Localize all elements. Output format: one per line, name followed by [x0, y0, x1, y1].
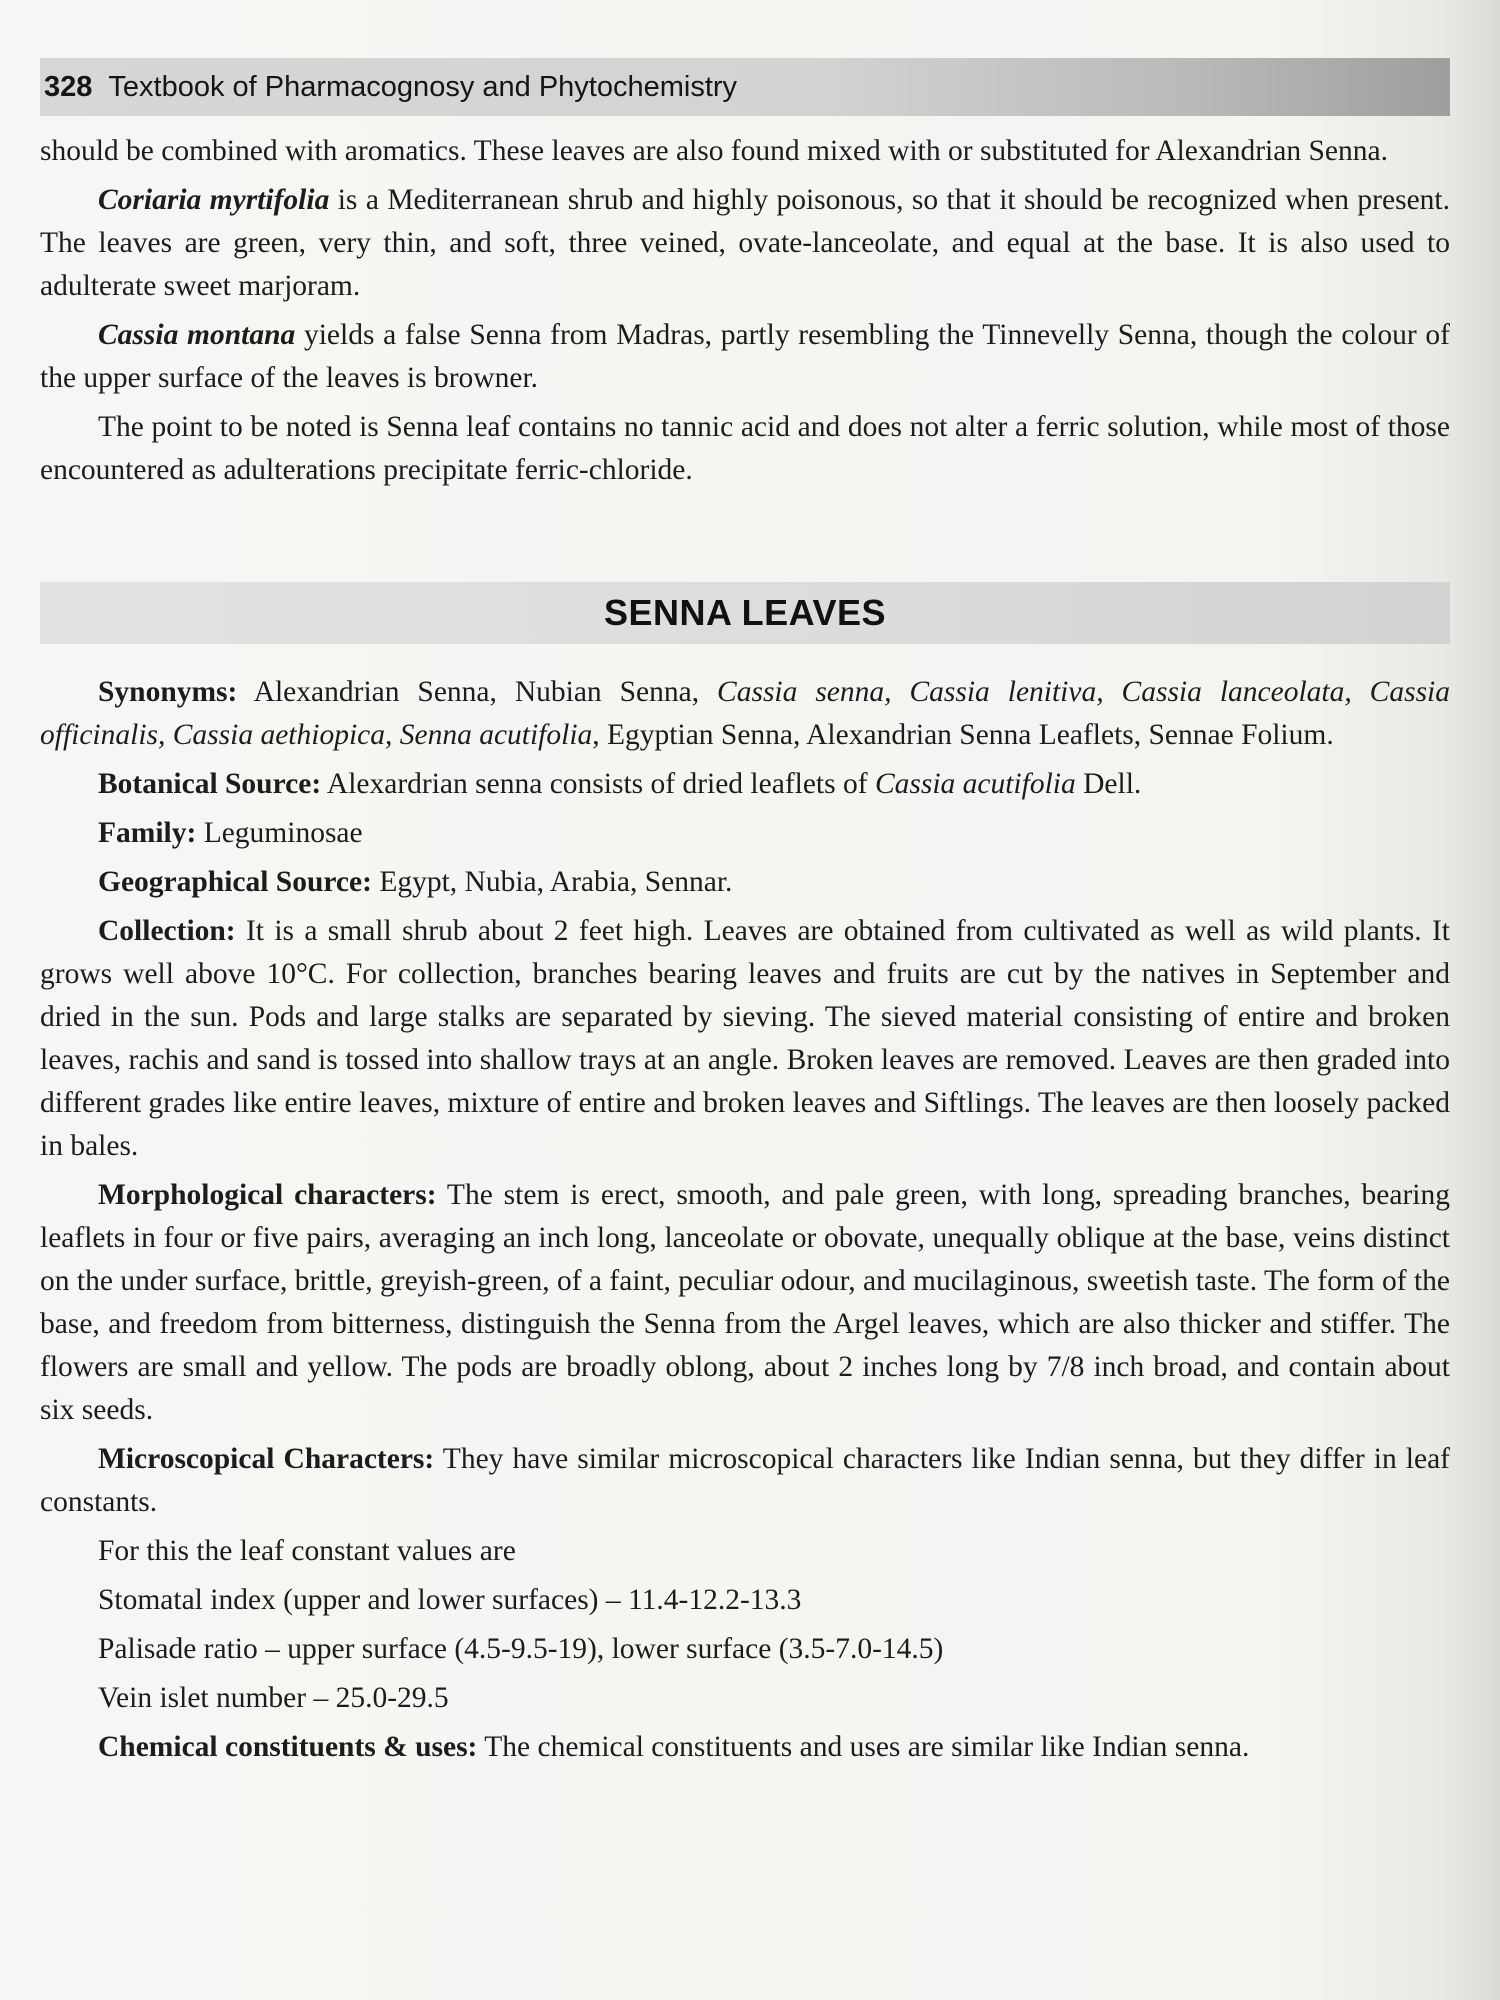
- palisade-ratio-line: Palisade ratio – upper surface (4.5-9.5-19), lower surface (3.5-7.0-14.5): [98, 1633, 944, 1665]
- family-paragraph: [40, 812, 1450, 855]
- synonyms-italic: Cassia senna, Cassia lenitiva, Cassia lanceolata, Cassia officinalis, Cassia aethiopica, Senna acutifolia: [40, 676, 1450, 751]
- intro-paragraph-2-text: is a Mediterranean shrub and highly poisonous, so that it should be recognized when present. The leaves are green, very thin, and soft, three veined, ovate-lanceolate, and equal at the base. It is also used to adulterate sweet marjoram.: [40, 184, 1450, 302]
- intro-paragraph-3: [40, 314, 1450, 400]
- page-number: 328: [44, 70, 93, 103]
- intro-paragraph-2: [40, 179, 1450, 308]
- family-text: Leguminosae: [196, 817, 363, 849]
- morphological-text: The stem is erect, smooth, and pale green, with long, spreading branches, bearing leaflets in four or five pairs, averaging an inch long, lanceolate or obovate, unequally oblique at the base, veins distinct on the under surface, brittle, greyish-green, of a faint, peculiar odour, and mucilaginous, sweetish taste. The form of the base, and freedom from bitterness, distinguish the Senna from the Argel leaves, which are also thicker and stiffer. The flowers are small and yellow. The pods are broadly oblong, about 2 inches long by 7/8 inch broad, and contain about six seeds.: [40, 1179, 1450, 1426]
- collection-text: It is a small shrub about 2 feet high. Leaves are obtained from cultivated as well as wild plants. It grows well above 10°C. For collection, branches bearing leaves and fruits are cut by the natives in September and dried in the sun. Pods and large stalks are separated by sieving. The sieved material consisting of entire and broken leaves, rachis and sand is tossed into shallow trays at an angle. Broken leaves are removed. Leaves are then graded into different grades like entire leaves, mixture of entire and broken leaves and Siftlings. The leaves are then loosely packed in bales.: [40, 915, 1450, 1162]
- family-label: Family:: [98, 817, 197, 849]
- geographical-paragraph: [40, 861, 1450, 904]
- intro-paragraph-1: should be combined with aromatics. These leaves are also found mixed with or substituted for Alexandrian Senna.: [40, 135, 1388, 167]
- botanical-text-2: Dell.: [1075, 768, 1142, 800]
- microscopical-label: Microscopical Characters:: [98, 1443, 435, 1475]
- chemical-label: Chemical constituents & uses:: [98, 1731, 478, 1763]
- vein-islet-line: Vein islet number – 25.0-29.5: [98, 1682, 449, 1714]
- botanical-paragraph: [40, 763, 1450, 806]
- book-title: Textbook of Pharmacognosy and Phytochemistry: [108, 70, 738, 103]
- collection-paragraph: [40, 910, 1450, 1168]
- term-coriaria: Coriaria myrtifolia: [98, 184, 330, 216]
- running-header: [40, 58, 1450, 116]
- morphological-label: Morphological characters:: [98, 1179, 437, 1211]
- microscopical-text: They have similar microscopical characters like Indian senna, but they differ in leaf constants.: [40, 1443, 1450, 1518]
- intro-paragraph-4: The point to be noted is Senna leaf contains no tannic acid and does not alter a ferric solution, while most of those encountered as adulterations precipitate ferric-chloride.: [40, 411, 1450, 486]
- chemical-paragraph: [40, 1726, 1450, 1769]
- intro-text: [40, 130, 1450, 498]
- geographical-label: Geographical Source:: [98, 866, 372, 898]
- botanical-text-1: Alexardrian senna consists of dried leaflets of: [321, 768, 875, 800]
- stomatal-index-line: Stomatal index (upper and lower surfaces) – 11.4-12.2-13.3: [98, 1584, 802, 1616]
- leaf-constants-intro: For this the leaf constant values are: [98, 1535, 516, 1567]
- synonyms-text-1: Alexandrian Senna, Nubian Senna,: [237, 676, 718, 708]
- intro-paragraph-3-text: yields a false Senna from Madras, partly resembling the Tinnevelly Senna, though the colour of the upper surface of the leaves is browner.: [40, 319, 1450, 394]
- term-cassia-montana: Cassia montana: [98, 319, 296, 351]
- collection-label: Collection:: [98, 915, 236, 947]
- synonyms-paragraph: [40, 671, 1450, 757]
- morphological-paragraph: [40, 1174, 1450, 1432]
- geographical-text: Egypt, Nubia, Arabia, Sennar.: [371, 866, 733, 898]
- botanical-italic: Cassia acutifolia: [874, 768, 1076, 800]
- microscopical-paragraph: [40, 1438, 1450, 1524]
- section-body: [40, 671, 1450, 1775]
- section-title: SENNA LEAVES: [603, 592, 887, 633]
- synonyms-label: Synonyms:: [98, 676, 238, 708]
- synonyms-text-2: , Egyptian Senna, Alexandrian Senna Leaflets, Sennae Folium.: [592, 719, 1334, 751]
- section-banner: [40, 582, 1450, 644]
- botanical-label: Botanical Source:: [98, 768, 322, 800]
- chemical-text: The chemical constituents and uses are similar like Indian senna.: [477, 1731, 1250, 1763]
